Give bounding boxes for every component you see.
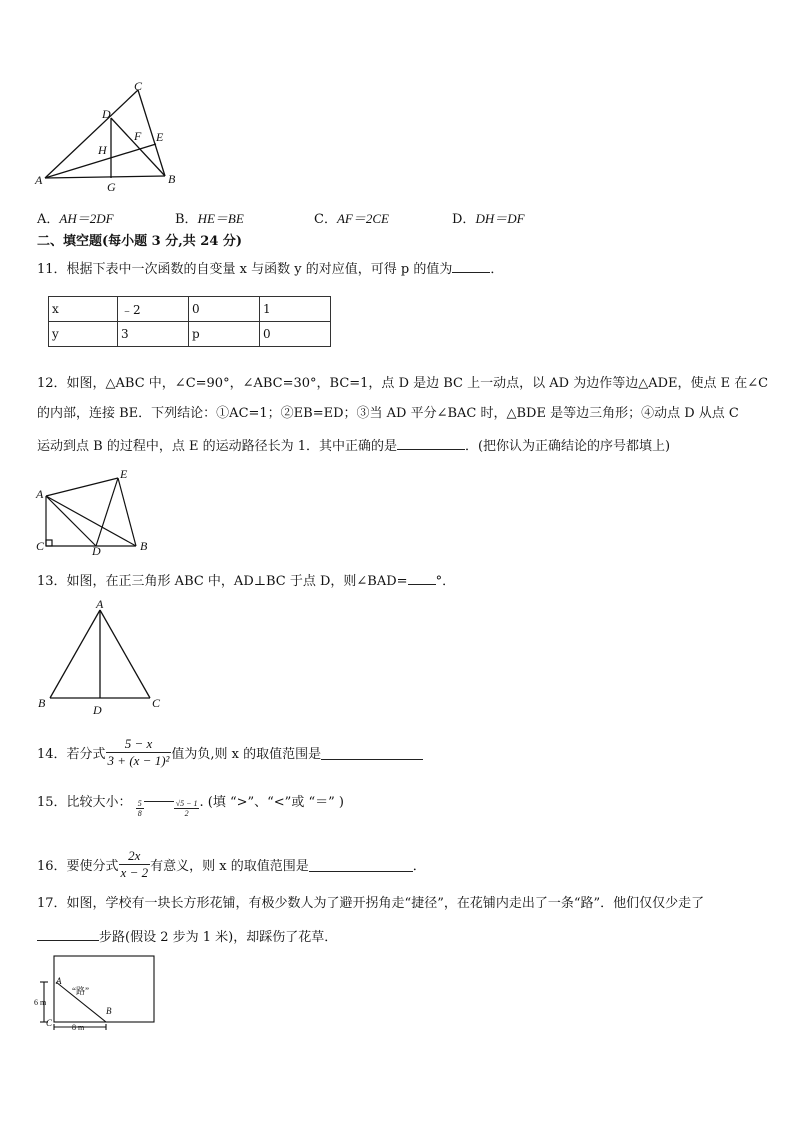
figure-q13 bbox=[34, 596, 174, 718]
answer-blank[interactable] bbox=[309, 857, 413, 872]
label-b: B bbox=[168, 172, 176, 186]
label-a: A bbox=[36, 487, 44, 501]
label-b: B bbox=[140, 539, 148, 553]
question-12-line3: 运动到点 B 的过程中，点 E 的运动路径长为 1．其中正确的是 ．(把你认为正确结论的序号都填上) bbox=[37, 435, 670, 457]
label-a: A bbox=[96, 597, 104, 611]
label-c: C bbox=[36, 539, 45, 553]
option-b[interactable]: B．HE＝BE bbox=[175, 211, 244, 227]
label-e: E bbox=[120, 467, 128, 481]
label-d: D bbox=[102, 107, 111, 121]
label-b: B bbox=[106, 1006, 112, 1016]
fraction: $\frac{5 - x}{\text{3 + (x − 1)²}}$ bbox=[107, 736, 170, 768]
question-12-line1: 12．如图，△ABC 中，∠C=90°，∠ABC=30°，BC=1，点 D 是边 BC 上一动点，以 AD 为边作等边△ADE，使点 E 在∠C bbox=[37, 376, 769, 391]
table-row: y 3 p 0 bbox=[49, 322, 331, 347]
label-a: A bbox=[56, 976, 62, 986]
figure-q12 bbox=[30, 466, 160, 556]
dimension-bottom: 8 m bbox=[72, 1023, 85, 1032]
question-12-line2: 的内部，连接 BE．下列结论：①AC=1；②EB=ED；③当 AD 平分∠BAC 时，△BDE 是等边三角形；④动点 D 从点 C bbox=[37, 406, 739, 421]
label-c: C bbox=[152, 696, 161, 710]
question-11: 11．根据下表中一次函数的自变量 x 与函数 y 的对应值，可得 p 的值为 ． bbox=[37, 258, 503, 280]
answer-blank[interactable] bbox=[144, 791, 174, 802]
path-label: “路” bbox=[72, 986, 89, 996]
label-b: B bbox=[38, 696, 46, 710]
dimension-left: 6 m bbox=[34, 998, 47, 1007]
question-14: 14．若分式 $\frac{5 - x}{\text{3 + (x − 1)²}}$ 值为负,则 x 的取值范围是 bbox=[37, 736, 423, 769]
fraction: $\frac{2x}{x - 2}$ bbox=[120, 848, 149, 880]
label-d: D bbox=[92, 544, 101, 556]
table-row: x ﹣2 0 1 bbox=[49, 297, 331, 322]
answer-blank[interactable] bbox=[408, 570, 436, 585]
label-a: A bbox=[35, 173, 43, 187]
label-f: F bbox=[134, 129, 142, 143]
answer-blank[interactable] bbox=[397, 435, 465, 450]
label-d: D bbox=[93, 703, 102, 717]
option-d[interactable]: D．DH＝DF bbox=[452, 211, 525, 227]
option-a[interactable]: A．AH＝2DF bbox=[37, 211, 114, 227]
figure-q17 bbox=[34, 952, 160, 1032]
fraction-left: $\frac{5}{8}$ bbox=[137, 799, 142, 818]
label-h: H bbox=[98, 143, 107, 157]
label-e: E bbox=[156, 130, 164, 144]
section-title: 二、填空题(每小题 3 分,共 24 分) bbox=[37, 234, 243, 249]
answer-blank[interactable] bbox=[37, 926, 99, 941]
question-15: 15．比较大小： $\frac{5}{8}$ $\frac{√5 - 1}{2}$ . (填 “>”、“<”或 “＝” ) bbox=[37, 791, 344, 818]
label-c: C bbox=[134, 80, 143, 93]
label-g: G bbox=[107, 180, 116, 194]
figure-q10 bbox=[30, 80, 190, 195]
label-c: C bbox=[46, 1018, 53, 1028]
answer-blank[interactable] bbox=[321, 745, 423, 760]
question-13: 13．如图，在正三角形 ABC 中，AD⊥BC 于点 D，则∠BAD= °． bbox=[37, 570, 455, 592]
value-table bbox=[48, 296, 331, 347]
option-c[interactable]: C．AF＝2CE bbox=[314, 211, 389, 227]
question-16: 16．要使分式 $\frac{2x}{x - 2}$ 有意义，则 x 的取值范围是 ． bbox=[37, 848, 426, 880]
answer-blank[interactable] bbox=[452, 258, 490, 273]
question-17-line2: 步路(假设 2 步为 1 米)，却踩伤了花草． bbox=[37, 926, 337, 948]
question-17-line1: 17．如图，学校有一块长方形花铺，有极少数人为了避开拐角走“捷径”，在花铺内走出了一条“路”．他们仅仅少走了 bbox=[37, 896, 705, 911]
fraction-right: $\frac{√5 - 1}{2}$ bbox=[175, 799, 198, 818]
